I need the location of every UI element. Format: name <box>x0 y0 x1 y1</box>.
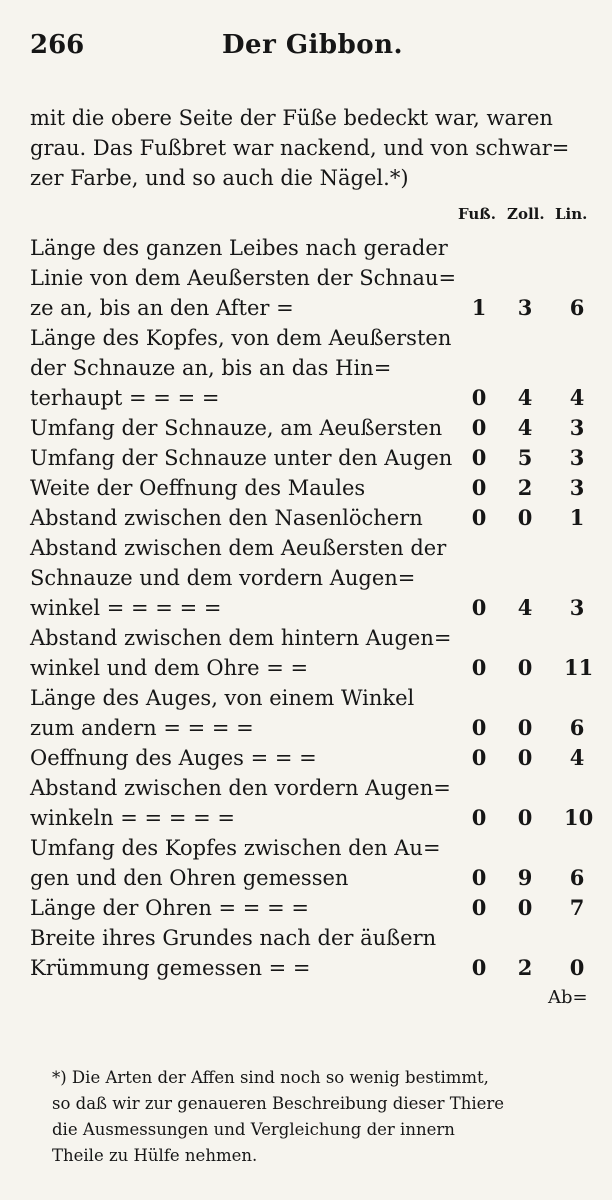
measurement-value-lin: 3 <box>569 445 585 470</box>
measurement-value-zoll: 0 <box>517 805 533 830</box>
measurement-value-lin: 6 <box>569 865 585 890</box>
measurement-label: Abstand zwischen den vordern Augen= <box>30 776 451 800</box>
measurement-value-fuss: 0 <box>471 445 487 470</box>
footnote-line: die Ausmessungen und Vergleichung der innern <box>52 1120 455 1139</box>
measurement-value-lin: 7 <box>569 895 585 920</box>
measurement-value-lin: 1 <box>569 505 585 530</box>
measurement-value-zoll: 2 <box>517 475 533 500</box>
measurement-value-zoll: 4 <box>517 385 533 410</box>
measurement-value-lin: 11 <box>564 655 594 680</box>
measurement-value-zoll: 0 <box>517 505 533 530</box>
measurement-value-zoll: 0 <box>517 745 533 770</box>
intro-line: zer Farbe, und so auch die Nägel.*) <box>30 166 409 190</box>
measurement-label: Umfang des Kopfes zwischen den Au= <box>30 836 441 860</box>
measurement-value-fuss: 0 <box>471 715 487 740</box>
measurement-label: der Schnauze an, bis an das Hin= <box>30 356 392 380</box>
unit-header-fuss: Fuß. <box>458 205 496 223</box>
measurement-value-lin: 3 <box>569 595 585 620</box>
measurement-value-lin: 10 <box>564 805 594 830</box>
measurement-label: Oeffnung des Auges = = = <box>30 746 317 770</box>
measurement-label: terhaupt = = = = <box>30 386 220 410</box>
measurement-value-zoll: 4 <box>517 595 533 620</box>
measurement-label: zum andern = = = = <box>30 716 254 740</box>
measurement-value-lin: 4 <box>569 745 585 770</box>
measurement-value-fuss: 0 <box>471 895 487 920</box>
measurement-value-fuss: 0 <box>471 805 487 830</box>
measurement-label: gen und den Ohren gemessen <box>30 866 349 890</box>
measurement-value-fuss: 0 <box>471 505 487 530</box>
measurement-label: winkel = = = = = <box>30 596 222 620</box>
measurement-value-zoll: 0 <box>517 715 533 740</box>
measurement-value-zoll: 0 <box>517 655 533 680</box>
measurement-value-zoll: 0 <box>517 895 533 920</box>
catchword: Ab= <box>548 987 588 1008</box>
measurement-label: ze an, bis an den After = <box>30 296 294 320</box>
measurement-label: Länge des Kopfes, von dem Aeußersten <box>30 326 452 350</box>
measurement-label: Länge des Auges, von einem Winkel <box>30 686 415 710</box>
measurement-value-fuss: 0 <box>471 475 487 500</box>
footnote-line: Theile zu Hülfe nehmen. <box>52 1146 258 1165</box>
measurement-value-lin: 3 <box>569 415 585 440</box>
measurement-label: Länge der Ohren = = = = <box>30 896 309 920</box>
measurement-value-fuss: 0 <box>471 745 487 770</box>
measurement-label: Krümmung gemessen = = <box>30 956 311 980</box>
measurement-label: Umfang der Schnauze unter den Augen <box>30 446 453 470</box>
unit-header-linien: Lin. <box>555 205 588 223</box>
measurement-value-zoll: 5 <box>517 445 533 470</box>
intro-line: grau. Das Fußbret war nackend, und von schwar= <box>30 136 570 160</box>
measurement-value-fuss: 0 <box>471 415 487 440</box>
page-number: 266 <box>30 30 85 60</box>
measurement-value-fuss: 1 <box>471 295 487 320</box>
measurement-value-lin: 6 <box>569 295 585 320</box>
measurement-value-lin: 3 <box>569 475 585 500</box>
measurement-value-zoll: 3 <box>517 295 533 320</box>
measurement-label: Breite ihres Grundes nach der äußern <box>30 926 437 950</box>
intro-line: mit die obere Seite der Füße bedeckt war, waren <box>30 106 553 130</box>
measurement-label: Umfang der Schnauze, am Aeußersten <box>30 416 443 440</box>
measurement-value-lin: 4 <box>569 385 585 410</box>
measurement-label: Abstand zwischen den Nasenlöchern <box>30 506 423 530</box>
measurement-label: Abstand zwischen dem hintern Augen= <box>30 626 452 650</box>
measurement-label: winkeln = = = = = <box>30 806 235 830</box>
measurement-label: Länge des ganzen Leibes nach gerader <box>30 236 448 260</box>
measurement-value-zoll: 9 <box>517 865 533 890</box>
measurement-value-lin: 6 <box>569 715 585 740</box>
measurement-label: winkel und dem Ohre = = <box>30 656 309 680</box>
measurement-label: Schnauze und dem vordern Augen= <box>30 566 416 590</box>
footnote-line: so daß wir zur genaueren Beschreibung dieser Thiere <box>52 1094 505 1113</box>
measurement-value-zoll: 2 <box>517 955 533 980</box>
measurement-label: Weite der Oeffnung des Maules <box>30 476 366 500</box>
measurement-value-fuss: 0 <box>471 955 487 980</box>
measurement-value-lin: 0 <box>569 955 585 980</box>
measurement-value-fuss: 0 <box>471 655 487 680</box>
measurement-value-zoll: 4 <box>517 415 533 440</box>
running-head: Der Gibbon. <box>222 30 404 60</box>
unit-header-zoll: Zoll. <box>507 205 545 223</box>
footnote-line: *) Die Arten der Affen sind noch so wenig bestimmt, <box>52 1068 489 1087</box>
measurement-label: Abstand zwischen dem Aeußersten der <box>30 536 447 560</box>
measurement-value-fuss: 0 <box>471 385 487 410</box>
measurement-value-fuss: 0 <box>471 595 487 620</box>
measurement-label: Linie von dem Aeußersten der Schnau= <box>30 266 457 290</box>
measurement-value-fuss: 0 <box>471 865 487 890</box>
